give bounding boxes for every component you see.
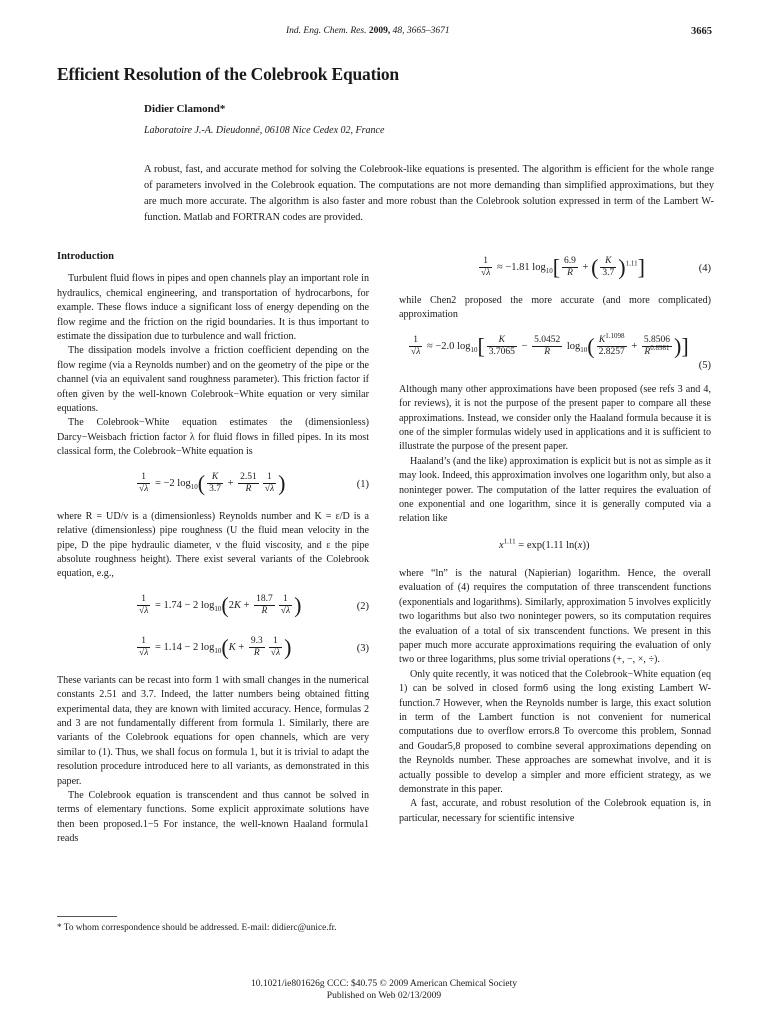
- paragraph: The dissipation models involve a friction coefficient depending on the flow regime (via a Reynolds number) and on the geometry of the pipe or the channel (via an equivalent sand roughness parameter). This friction factor if often given by the well-known Colebrook−White equation or very similar equations.: [57, 345, 369, 415]
- doi-footer: [0, 978, 768, 1002]
- equation-body: $\frac{1}{√\lambda}$ = 1.14 − 2 $\log_{10}(K$ + $\frac{9.3}{R}$ $\frac{1}{√\lambda}$ ): [139, 634, 292, 660]
- equation-number: (5): [698, 359, 711, 371]
- journal-citation: Ind. Eng. Chem. Res. 2009, 48, 3665–3671: [286, 26, 450, 36]
- equation-1: [57, 468, 369, 502]
- paragraph: A fast, accurate, and robust resolution of the Colebrook equation is, in particular, necessary for scientific intensive: [399, 798, 711, 824]
- equation-number: (3): [356, 642, 369, 654]
- equation-body: $\frac{1}{√\lambda}$ ≈ −2.0 $\log_{10}$[ $\frac{K}{3.7065}$ − $\frac{5.0452}{R}$ $\log_{10}$( $\frac{K^{1.1098}}{2.8257}$ + $\frac{5.8506}{R^{0.8981}}$ )]: [411, 331, 689, 359]
- footnote: * To whom correspondence should be addressed. E-mail: didierc@unice.fr.: [57, 923, 337, 933]
- right-column: [399, 250, 711, 826]
- paragraph: Only quite recently, it was noticed that the Colebrook−White equation (eq 1) can be solved in closed form6 using the long existing Lambert W-function.7 However, when the Reynolds number is large, this exact solution in term of the Lambert function is not convenient for numerical computations due to overflow errors.8 To overcome this problem, Sonnad and Goudar5,8 proposed to combine several approximations depending on the Reynolds number. These approaches are somewhat involve, and it is actually possible to develop a simpler and more efficient strategy, as we demonstrate in this paper.: [399, 668, 711, 795]
- section-heading: Introduction: [57, 251, 114, 262]
- equation-number: (4): [698, 263, 711, 274]
- author-name: Didier Clamond*: [144, 103, 226, 115]
- paragraph: The Colebrook−White equation estimates the (dimensionless) Darcy−Weisbach friction factor λ for fluid flows in filled pipes. In its most classical form, the Colebrook−White equation is: [57, 417, 369, 458]
- paragraph: where R = UD/ν is a (dimensionless) Reynolds number and K = ε/D is a relative (dimensionless) pipe roughness (U the fluid mean velocity in the pipe, D the pipe hydraulic diameter, ν the fluid viscosity, and ε the pipe absolute roughness height). There exist several variants of the Colebrook equation, e.g.,: [57, 510, 369, 580]
- paragraph: Turbulent fluid flows in pipes and open channels play an important role in hydraulics, chemical engineering, and transportation of hydrocarbons, for example. These flows induce a significant loss of energy depending on the flow regime and the friction on the rigid boundaries. It is thus important to estimate the dissipation due to turbulence and wall friction.: [57, 273, 369, 343]
- abstract: A robust, fast, and accurate method for solving the Colebrook-like equations is presented. The algorithm is efficient for the whole range of parameters involved in the Colebrook equation. The computations are not more demanding than simplified approximations, but they are much more accurate. The algorithm is also faster and more robust than the Colebrook solution expressed in term of the Lambert W-function. Matlab and FORTRAN codes are provided.: [144, 164, 714, 223]
- equation-2: [57, 590, 369, 624]
- page-number: 3665: [691, 26, 712, 37]
- paragraph: Haaland’s (and the like) approximation is explicit but is not as simple as it may look. Indeed, this approximation involves one logarithm only, but also a noninteger power. The computation of the latter requires the evaluation of one exponential and one logarithm, since it is generally computed via a relation like: [399, 455, 711, 525]
- paragraph: The Colebrook equation is transcendent and thus cannot be solved in terms of elementary functions. Some explicit approximate solutions have then been proposed.1−5 For instance, the well-known Haaland formula1 reads: [57, 789, 369, 845]
- left-column: [57, 250, 369, 847]
- equation-4: [399, 252, 711, 286]
- doi-line: 10.1021/ie801626g CCC: $40.75 © 2009 American Chemical Society: [250, 979, 518, 989]
- equation-body: $\frac{1}{√\lambda}$ ≈ −1.81 $\log_{10}$[ $\frac{6.9}{R}$ + ( $\frac{K}{3.7}$ )$^{1.11}$]: [481, 254, 645, 280]
- paragraph: where “ln” is the natural (Napierian) logarithm. Hence, the overall evaluation of (4) requires the computation of three transcendent functions (exponentials and logarithms). Similarly, approximation 5 involves explicitly two logarithms but also two noninteger powers, so its computation requires the evaluation of a total of six transcendent functions. We present in this paper much more accurate approximations requiring the evaluation of only two or three logarithms, plus some trivial operations (+, −, ×, ÷).: [399, 567, 711, 666]
- equation-power-relation: [399, 535, 711, 559]
- equation-5: [399, 331, 711, 375]
- paragraph: while Chen2 proposed the more accurate (and more complicated) approximation: [399, 295, 711, 321]
- footnote-rule: [57, 916, 117, 917]
- equation-body: $\frac{1}{√\lambda}$ = −2 $\log_{10}$( $\frac{K}{3.7}$ + $\frac{2.51}{R}$ $\frac{1}{√\lambda}$ ): [139, 470, 286, 496]
- paragraph: Although many other approximations have been proposed (see refs 3 and 4, for reviews), it is not the purpose of the present paper to compare all these approximations. Instead, we consider only the Haaland formula because it is one of the simpler formulas widely used in applications and it is sufficient to illustrate the purpose of the present paper.: [399, 383, 711, 453]
- publication-date: Published on Web 02/13/2009: [326, 991, 442, 1001]
- paper-title: Efficient Resolution of the Colebrook Equation: [57, 64, 399, 84]
- author-affiliation: Laboratoire J.-A. Dieudonné, 06108 Nice Cedex 02, France: [144, 125, 385, 136]
- equation-body: $\frac{1}{√\lambda}$ = 1.74 − 2 $\log_{10}(2K$ + $\frac{18.7}{R}$ $\frac{1}{√\lambda}$ ): [139, 592, 302, 618]
- equation-number: (1): [356, 478, 369, 490]
- equation-3: [57, 632, 369, 666]
- paragraph: These variants can be recast into form 1 with small changes in the numerical constants 2.51 and 3.7. Indeed, the latter numbers being obtained fitting experimental data, they are known with limited accuracy. Hence, formulas 2 and 3 are not fundamentally different from formula 1. Similarly, there are variants of the Colebrook equations for open channels, which are very similar to (1). Thus, we shall focus on formula 1, but it is trivial to adapt the resolution procedure introduced here to all variants, as demonstrated in this paper.: [57, 674, 369, 787]
- equation-number: (2): [356, 600, 369, 612]
- equation-body: $x^{1.11} = \exp(1.11$ ln(x)): [499, 537, 590, 551]
